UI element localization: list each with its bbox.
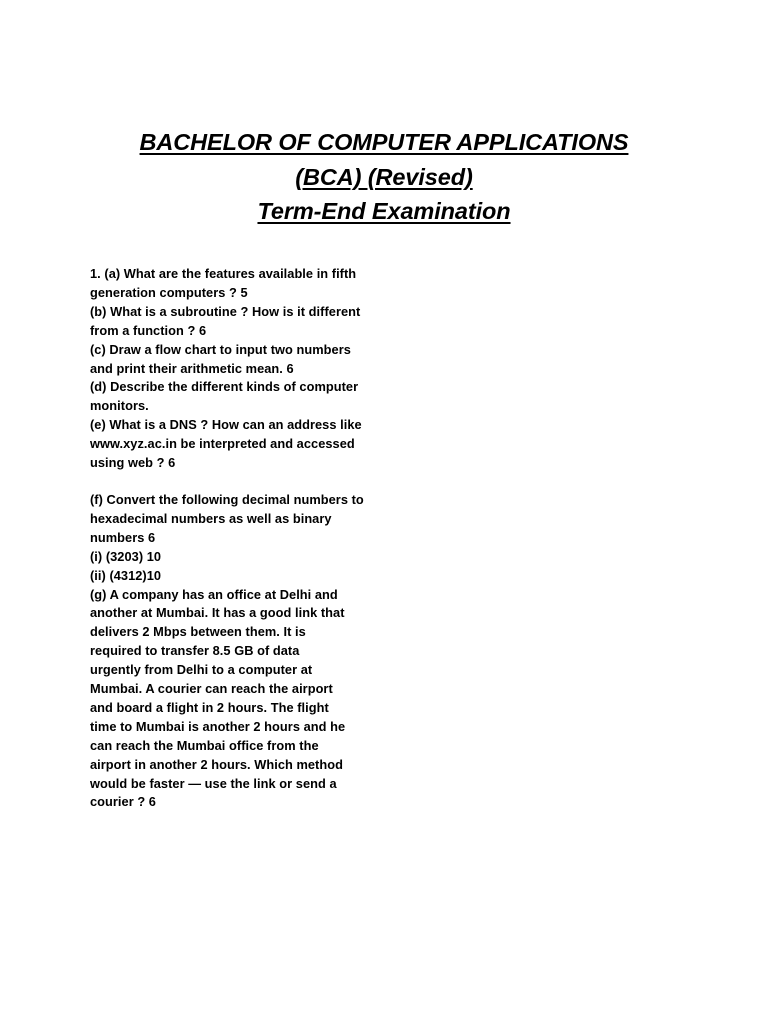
question-line: Mumbai. A courier can reach the airport: [90, 681, 333, 697]
question-line: monitors.: [90, 398, 149, 414]
question-line: (d) Describe the different kinds of computer: [90, 379, 359, 395]
question-text: [90, 265, 410, 812]
question-line: (e) What is a DNS ? How can an address like: [90, 417, 362, 433]
paragraph-gap: [90, 473, 410, 491]
question-line: airport in another 2 hours. Which method: [90, 756, 343, 772]
title-line-exam: Term-End Examination: [257, 198, 511, 224]
question-line: can reach the Mumbai office from the: [90, 737, 319, 753]
question-line: from a function ? 6: [90, 322, 207, 338]
question-line: hexadecimal numbers as well as binary: [90, 510, 332, 526]
question-line: urgently from Delhi to a computer at: [90, 662, 313, 678]
question-line: (c) Draw a flow chart to input two numbers: [90, 341, 351, 357]
question-line: numbers 6: [90, 529, 156, 545]
question-line: 1. (a) What are the features available in fifth: [90, 266, 357, 281]
question-line: (g) A company has an office at Delhi and: [90, 586, 338, 602]
question-line: www.xyz.ac.in be interpreted and accessed: [90, 436, 355, 452]
question-line: and print their arithmetic mean. 6: [90, 360, 294, 376]
question-line: (f) Convert the following decimal numbers to: [90, 491, 364, 507]
question-line: time to Mumbai is another 2 hours and he: [90, 718, 346, 734]
question-line: (i) (3203) 10: [90, 548, 162, 564]
question-line: another at Mumbai. It has a good link that: [90, 605, 345, 621]
document-title: [0, 125, 768, 229]
question-line: (b) What is a subroutine ? How is it different: [90, 303, 361, 319]
question-line: (ii) (4312)10: [90, 567, 162, 583]
question-line: would be faster — use the link or send a: [90, 775, 337, 791]
question-line: using web ? 6: [90, 455, 176, 471]
question-line: generation computers ? 5: [90, 284, 248, 300]
question-line: required to transfer 8.5 GB of data: [90, 643, 300, 659]
question-line: courier ? 6: [90, 794, 156, 810]
question-line: and board a flight in 2 hours. The flight: [90, 699, 329, 715]
question-line: delivers 2 Mbps between them. It is: [90, 624, 306, 640]
title-line-course: (BCA) (Revised): [295, 163, 473, 190]
title-line-program: BACHELOR OF COMPUTER APPLICATIONS: [139, 129, 629, 155]
